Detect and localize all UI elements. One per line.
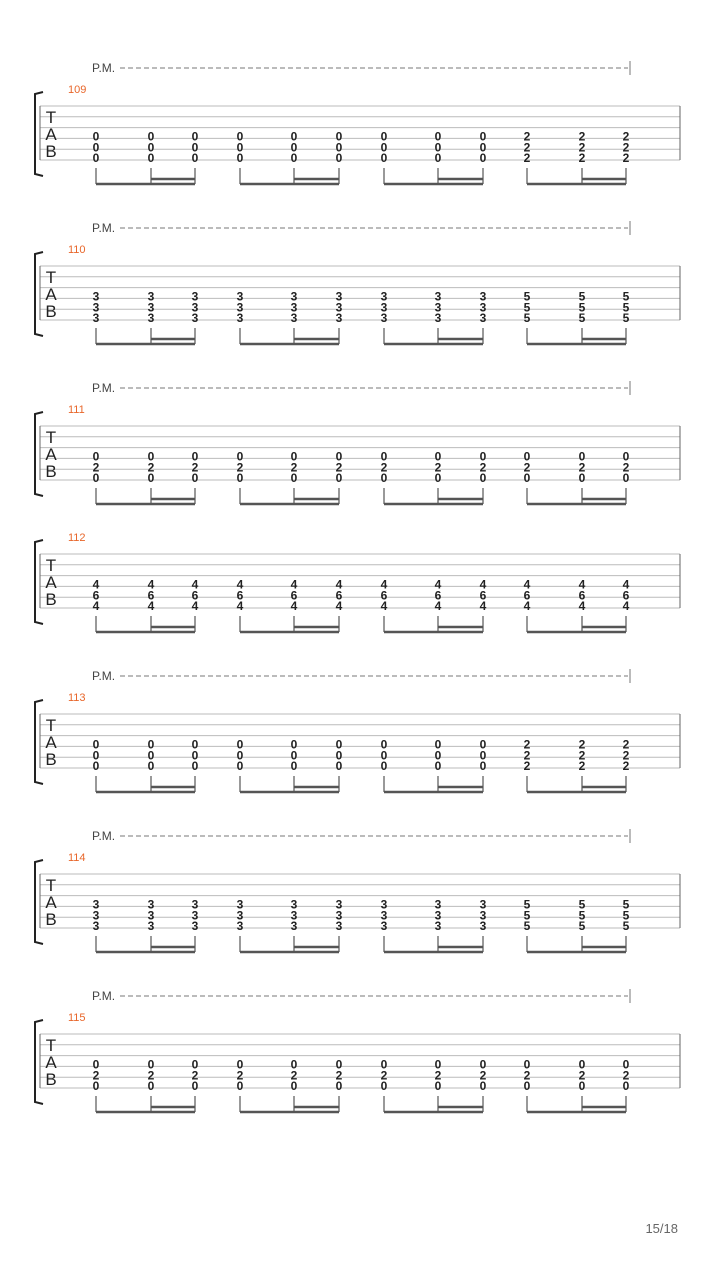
system-bracket (35, 540, 43, 624)
fret-number: 3 (335, 897, 343, 912)
fret-number: 0 (434, 471, 442, 486)
tab-clef-letter: A (45, 573, 57, 592)
system-bracket (35, 412, 43, 496)
fret-number: 0 (92, 151, 100, 166)
palm-mute-label: P.M. (92, 381, 116, 395)
fret-number: 0 (434, 129, 442, 144)
fret-number: 3 (290, 300, 298, 315)
fret-number: 0 (191, 759, 199, 774)
fret-number: 3 (479, 300, 487, 315)
measure-number: 111 (68, 404, 85, 416)
palm-mute-label: P.M. (92, 989, 116, 1003)
fret-number: 0 (147, 759, 155, 774)
fret-number: 2 (622, 129, 630, 144)
measure-number: 110 (68, 244, 86, 256)
fret-number: 3 (147, 300, 155, 315)
fret-number: 0 (236, 1057, 244, 1072)
fret-number: 2 (523, 151, 531, 166)
fret-number: 6 (578, 588, 586, 603)
fret-number: 0 (147, 1079, 155, 1094)
fret-number: 3 (236, 897, 244, 912)
fret-number: 2 (523, 140, 531, 155)
fret-number: 3 (92, 919, 100, 934)
fret-number: 0 (290, 737, 298, 752)
fret-number: 2 (578, 759, 586, 774)
tab-clef-letter: A (45, 285, 57, 304)
fret-number: 3 (434, 908, 442, 923)
fret-number: 5 (622, 300, 630, 315)
fret-number: 6 (479, 588, 487, 603)
fret-number: 3 (290, 897, 298, 912)
fret-number: 0 (380, 449, 388, 464)
fret-number: 2 (92, 460, 100, 475)
fret-number: 3 (147, 919, 155, 934)
measure-number: 115 (68, 1012, 86, 1024)
fret-number: 4 (92, 577, 100, 592)
fret-number: 6 (236, 588, 244, 603)
fret-number: 0 (578, 449, 586, 464)
fret-number: 0 (479, 471, 487, 486)
fret-number: 2 (578, 748, 586, 763)
fret-number: 2 (578, 151, 586, 166)
fret-number: 2 (290, 1068, 298, 1083)
fret-number: 0 (191, 1079, 199, 1094)
tab-clef-letter: T (45, 428, 57, 447)
fret-number: 3 (335, 311, 343, 326)
fret-number: 0 (92, 1057, 100, 1072)
tab-clef-letter: B (45, 910, 57, 929)
fret-number: 3 (290, 311, 298, 326)
fret-number: 2 (523, 759, 531, 774)
fret-number: 4 (434, 599, 442, 614)
fret-number: 0 (380, 129, 388, 144)
fret-number: 0 (236, 129, 244, 144)
fret-number: 4 (335, 577, 343, 592)
fret-number: 3 (191, 311, 199, 326)
fret-number: 2 (578, 129, 586, 144)
fret-number: 0 (335, 449, 343, 464)
fret-number: 0 (479, 1057, 487, 1072)
fret-number: 3 (434, 311, 442, 326)
fret-number: 0 (523, 449, 531, 464)
tab-clef-letter: A (45, 1053, 57, 1072)
fret-number: 0 (147, 1057, 155, 1072)
fret-number: 0 (236, 1079, 244, 1094)
tab-clef-letter: B (45, 590, 57, 609)
fret-number: 5 (622, 311, 630, 326)
fret-number: 0 (523, 1079, 531, 1094)
fret-number: 4 (523, 577, 531, 592)
fret-number: 0 (191, 471, 199, 486)
fret-number: 4 (479, 577, 487, 592)
fret-number: 2 (622, 759, 630, 774)
fret-number: 3 (434, 289, 442, 304)
fret-number: 4 (335, 599, 343, 614)
fret-number: 4 (380, 577, 388, 592)
fret-number: 3 (236, 311, 244, 326)
fret-number: 3 (236, 908, 244, 923)
tab-clef-letter: B (45, 1070, 57, 1089)
tab-clef-letter: A (45, 893, 57, 912)
fret-number: 0 (290, 471, 298, 486)
fret-number: 2 (191, 1068, 199, 1083)
fret-number: 0 (147, 140, 155, 155)
fret-number: 0 (380, 1057, 388, 1072)
fret-number: 0 (147, 129, 155, 144)
fret-number: 0 (147, 748, 155, 763)
fret-number: 3 (434, 897, 442, 912)
fret-number: 3 (236, 289, 244, 304)
fret-number: 3 (479, 311, 487, 326)
fret-number: 2 (578, 140, 586, 155)
palm-mute-label: P.M. (92, 61, 116, 75)
fret-number: 3 (380, 311, 388, 326)
fret-number: 2 (147, 1068, 155, 1083)
tab-clef-letter: B (45, 302, 57, 321)
fret-number: 5 (523, 289, 531, 304)
fret-number: 4 (92, 599, 100, 614)
fret-number: 5 (622, 897, 630, 912)
fret-number: 0 (236, 449, 244, 464)
fret-number: 3 (479, 908, 487, 923)
fret-number: 2 (434, 1068, 442, 1083)
fret-number: 0 (479, 737, 487, 752)
fret-number: 0 (622, 1079, 630, 1094)
fret-number: 4 (191, 577, 199, 592)
fret-number: 3 (147, 289, 155, 304)
fret-number: 0 (290, 1057, 298, 1072)
fret-number: 3 (191, 919, 199, 934)
fret-number: 0 (92, 759, 100, 774)
fret-number: 2 (523, 1068, 531, 1083)
fret-number: 6 (380, 588, 388, 603)
fret-number: 3 (191, 908, 199, 923)
palm-mute-label: P.M. (92, 829, 116, 843)
fret-number: 0 (380, 1079, 388, 1094)
fret-number: 2 (191, 460, 199, 475)
fret-number: 0 (335, 737, 343, 752)
tab-clef-letter: T (45, 268, 57, 287)
fret-number: 4 (290, 599, 298, 614)
fret-number: 2 (523, 129, 531, 144)
fret-number: 5 (622, 289, 630, 304)
palm-mute-label: P.M. (92, 669, 116, 683)
fret-number: 0 (434, 1079, 442, 1094)
fret-number: 0 (335, 151, 343, 166)
fret-number: 0 (147, 449, 155, 464)
fret-number: 2 (380, 1068, 388, 1083)
fret-number: 0 (191, 449, 199, 464)
fret-number: 3 (147, 908, 155, 923)
fret-number: 6 (335, 588, 343, 603)
fret-number: 2 (622, 737, 630, 752)
fret-number: 6 (290, 588, 298, 603)
fret-number: 0 (622, 1057, 630, 1072)
fret-number: 3 (92, 897, 100, 912)
fret-number: 6 (147, 588, 155, 603)
fret-number: 2 (335, 460, 343, 475)
fret-number: 2 (578, 460, 586, 475)
system-bracket (35, 1020, 43, 1104)
tab-clef-letter: T (45, 108, 57, 127)
fret-number: 2 (523, 748, 531, 763)
fret-number: 0 (290, 449, 298, 464)
system-bracket (35, 700, 43, 784)
fret-number: 3 (92, 289, 100, 304)
fret-number: 5 (578, 908, 586, 923)
fret-number: 5 (523, 908, 531, 923)
fret-number: 2 (622, 748, 630, 763)
fret-number: 4 (622, 599, 630, 614)
fret-number: 0 (191, 737, 199, 752)
measure-number: 109 (68, 84, 87, 96)
fret-number: 0 (380, 140, 388, 155)
fret-number: 5 (578, 897, 586, 912)
fret-number: 3 (335, 300, 343, 315)
fret-number: 4 (479, 599, 487, 614)
fret-number: 0 (479, 151, 487, 166)
fret-number: 0 (479, 129, 487, 144)
fret-number: 3 (92, 311, 100, 326)
fret-number: 4 (434, 577, 442, 592)
tab-clef-letter: T (45, 1036, 57, 1055)
fret-number: 3 (335, 289, 343, 304)
fret-number: 2 (335, 1068, 343, 1083)
fret-number: 4 (523, 599, 531, 614)
fret-number: 0 (290, 759, 298, 774)
measure-number: 112 (68, 532, 86, 544)
fret-number: 6 (191, 588, 199, 603)
fret-number: 5 (578, 289, 586, 304)
fret-number: 0 (434, 1057, 442, 1072)
fret-number: 3 (290, 919, 298, 934)
fret-number: 0 (191, 1057, 199, 1072)
tab-clef-letter: A (45, 125, 57, 144)
tab-clef-letter: T (45, 876, 57, 895)
tab-clef-letter: B (45, 462, 57, 481)
fret-number: 6 (92, 588, 100, 603)
fret-number: 0 (290, 140, 298, 155)
fret-number: 0 (578, 471, 586, 486)
fret-number: 3 (147, 897, 155, 912)
fret-number: 0 (380, 759, 388, 774)
fret-number: 0 (335, 471, 343, 486)
fret-number: 0 (434, 737, 442, 752)
fret-number: 2 (236, 1068, 244, 1083)
fret-number: 3 (236, 919, 244, 934)
fret-number: 0 (236, 748, 244, 763)
fret-number: 4 (191, 599, 199, 614)
system-bracket (35, 252, 43, 336)
fret-number: 3 (479, 897, 487, 912)
fret-number: 3 (191, 300, 199, 315)
fret-number: 5 (622, 908, 630, 923)
fret-number: 0 (335, 759, 343, 774)
tab-clef-letter: B (45, 750, 57, 769)
fret-number: 0 (523, 1057, 531, 1072)
fret-number: 0 (92, 1079, 100, 1094)
fret-number: 0 (380, 151, 388, 166)
fret-number: 0 (236, 151, 244, 166)
fret-number: 3 (191, 897, 199, 912)
fret-number: 5 (578, 311, 586, 326)
palm-mute-label: P.M. (92, 221, 116, 235)
fret-number: 0 (191, 140, 199, 155)
fret-number: 0 (622, 449, 630, 464)
fret-number: 3 (479, 289, 487, 304)
fret-number: 3 (236, 300, 244, 315)
fret-number: 0 (335, 748, 343, 763)
fret-number: 2 (578, 1068, 586, 1083)
fret-number: 2 (523, 460, 531, 475)
fret-number: 3 (380, 919, 388, 934)
fret-number: 0 (191, 748, 199, 763)
fret-number: 2 (622, 151, 630, 166)
fret-number: 6 (523, 588, 531, 603)
fret-number: 4 (236, 577, 244, 592)
fret-number: 0 (290, 748, 298, 763)
fret-number: 0 (479, 1079, 487, 1094)
fret-number: 0 (92, 140, 100, 155)
fret-number: 5 (622, 919, 630, 934)
fret-number: 4 (147, 577, 155, 592)
fret-number: 0 (335, 1057, 343, 1072)
fret-number: 0 (191, 129, 199, 144)
fret-number: 0 (434, 151, 442, 166)
fret-number: 2 (622, 140, 630, 155)
fret-number: 3 (92, 908, 100, 923)
fret-number: 4 (380, 599, 388, 614)
system-bracket (35, 860, 43, 944)
fret-number: 4 (236, 599, 244, 614)
tab-clef-letter: T (45, 556, 57, 575)
fret-number: 5 (523, 897, 531, 912)
fret-number: 5 (578, 919, 586, 934)
fret-number: 3 (434, 919, 442, 934)
system-bracket (35, 92, 43, 176)
fret-number: 0 (335, 1079, 343, 1094)
measure-number: 114 (68, 852, 86, 864)
fret-number: 4 (622, 577, 630, 592)
fret-number: 0 (479, 449, 487, 464)
fret-number: 3 (147, 311, 155, 326)
fret-number: 2 (622, 460, 630, 475)
fret-number: 0 (380, 748, 388, 763)
fret-number: 6 (434, 588, 442, 603)
fret-number: 0 (380, 471, 388, 486)
fret-number: 3 (380, 289, 388, 304)
fret-number: 0 (479, 748, 487, 763)
fret-number: 0 (92, 737, 100, 752)
fret-number: 0 (434, 748, 442, 763)
fret-number: 0 (578, 1057, 586, 1072)
fret-number: 3 (380, 908, 388, 923)
fret-number: 2 (147, 460, 155, 475)
fret-number: 2 (236, 460, 244, 475)
fret-number: 5 (523, 311, 531, 326)
fret-number: 0 (434, 759, 442, 774)
fret-number: 3 (434, 300, 442, 315)
fret-number: 0 (523, 471, 531, 486)
fret-number: 4 (578, 577, 586, 592)
fret-number: 3 (290, 289, 298, 304)
fret-number: 5 (578, 300, 586, 315)
fret-number: 4 (578, 599, 586, 614)
fret-number: 3 (335, 919, 343, 934)
fret-number: 2 (380, 460, 388, 475)
fret-number: 3 (479, 919, 487, 934)
fret-number: 0 (236, 471, 244, 486)
fret-number: 4 (147, 599, 155, 614)
fret-number: 0 (479, 140, 487, 155)
fret-number: 5 (523, 919, 531, 934)
fret-number: 2 (290, 460, 298, 475)
fret-number: 0 (236, 759, 244, 774)
fret-number: 0 (578, 1079, 586, 1094)
fret-number: 0 (380, 737, 388, 752)
fret-number: 2 (92, 1068, 100, 1083)
fret-number: 2 (622, 1068, 630, 1083)
tab-clef-letter: A (45, 445, 57, 464)
fret-number: 0 (434, 449, 442, 464)
fret-number: 2 (479, 460, 487, 475)
tab-clef-letter: A (45, 733, 57, 752)
fret-number: 3 (191, 289, 199, 304)
fret-number: 3 (92, 300, 100, 315)
fret-number: 0 (236, 140, 244, 155)
measure-number: 113 (68, 692, 86, 704)
fret-number: 2 (434, 460, 442, 475)
fret-number: 0 (92, 449, 100, 464)
fret-number: 5 (523, 300, 531, 315)
page-number: 15/18 (645, 1221, 678, 1236)
fret-number: 0 (92, 748, 100, 763)
fret-number: 0 (290, 129, 298, 144)
fret-number: 2 (479, 1068, 487, 1083)
tab-clef-letter: B (45, 142, 57, 161)
fret-number: 0 (479, 759, 487, 774)
fret-number: 0 (434, 140, 442, 155)
fret-number: 0 (290, 151, 298, 166)
fret-number: 2 (523, 737, 531, 752)
fret-number: 0 (335, 140, 343, 155)
fret-number: 4 (290, 577, 298, 592)
fret-number: 0 (335, 129, 343, 144)
fret-number: 0 (92, 471, 100, 486)
fret-number: 3 (335, 908, 343, 923)
fret-number: 0 (147, 471, 155, 486)
fret-number: 0 (191, 151, 199, 166)
fret-number: 0 (92, 129, 100, 144)
fret-number: 0 (236, 737, 244, 752)
fret-number: 0 (147, 151, 155, 166)
fret-number: 3 (290, 908, 298, 923)
fret-number: 6 (622, 588, 630, 603)
tab-clef-letter: T (45, 716, 57, 735)
fret-number: 3 (380, 897, 388, 912)
fret-number: 0 (290, 1079, 298, 1094)
fret-number: 3 (380, 300, 388, 315)
fret-number: 0 (147, 737, 155, 752)
fret-number: 0 (622, 471, 630, 486)
fret-number: 2 (578, 737, 586, 752)
